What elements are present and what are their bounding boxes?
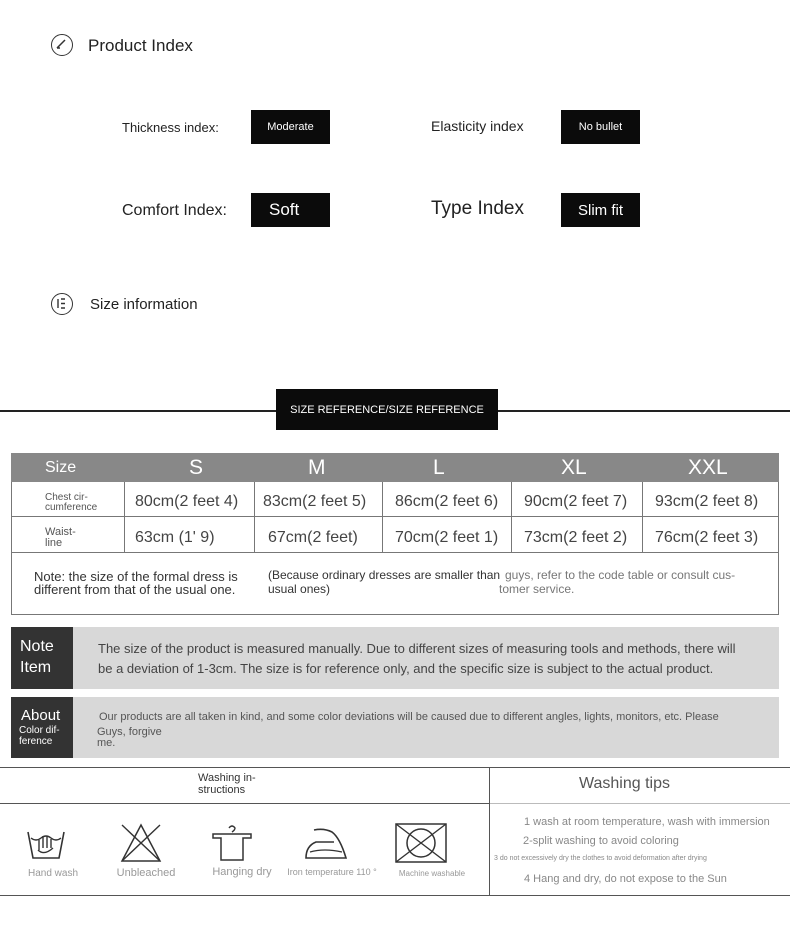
comfort-value: Soft (251, 193, 330, 227)
header-m: M (308, 456, 326, 479)
tip-4: 4 Hang and dry, do not expose to the Sun (524, 873, 727, 885)
chest-l: 86cm(2 feet 6) (395, 493, 499, 510)
type-label: Type Index (431, 198, 524, 219)
chest-row (11, 482, 779, 517)
machine-wash-icon (394, 822, 448, 864)
waist-m: 67cm(2 feet) (268, 529, 358, 546)
washing-instructions-1: Washing in- (198, 772, 256, 784)
tip-3: 3 do not excessively dry the clothes to avoid deformation after drying (494, 855, 707, 862)
header-xl: XL (561, 456, 587, 479)
waist-l: 70cm(2 feet 1) (395, 529, 499, 546)
note-label-2: Item (20, 659, 52, 676)
about-sub-2: ference (19, 736, 53, 747)
about-text-1: Our products are all taken in kind, and some color deviations will be caused due to different angles, lights, monitors, etc. Please (99, 711, 719, 723)
wash-mid-line-right (490, 803, 790, 804)
note-label-1: Note (20, 638, 54, 655)
size-note-1: Note: the size of the formal dress is (34, 569, 238, 584)
about-title: About (21, 707, 61, 724)
waist-label-2: line (45, 537, 63, 549)
header-l: L (433, 456, 445, 479)
waist-xl: 73cm(2 feet 2) (524, 529, 628, 546)
iron-caption: Iron temperature 110 ° (287, 867, 377, 877)
tip-2: 2-split washing to avoid coloring (523, 835, 679, 847)
header-s: S (189, 456, 204, 479)
size-info-title: Size information (90, 296, 198, 313)
about-text-3: me. (97, 737, 116, 749)
waist-label-1: Waist- (45, 526, 76, 538)
iron-icon (304, 826, 348, 862)
elasticity-label: Elasticity index (431, 118, 524, 134)
size-note-2: different from that of the usual one. (34, 582, 236, 597)
check-circle-icon (51, 34, 73, 56)
waist-xxl: 76cm(2 feet 3) (655, 529, 759, 546)
unbleached-icon (120, 823, 162, 863)
elasticity-value: No bullet (561, 110, 640, 144)
type-value: Slim fit (561, 193, 640, 227)
hanging-dry-icon (211, 824, 253, 862)
washing-instructions-2: structions (198, 784, 246, 796)
about-label (11, 697, 73, 758)
machine-wash-caption: Machine washable (398, 869, 466, 878)
washing-tips-title: Washing tips (579, 775, 670, 792)
wash-top-line (0, 767, 790, 768)
size-note-paren-1: (Because ordinary dresses are smaller than (268, 568, 501, 582)
header-xxl: XXL (688, 456, 728, 479)
waist-s: 63cm (1' 9) (135, 529, 215, 546)
wash-mid-line (0, 803, 490, 804)
about-sub-1: Color dif- (19, 725, 60, 736)
wash-divider (489, 767, 490, 896)
tip-1: 1 wash at room temperature, wash with immersion (524, 816, 770, 828)
unbleached-caption: Unbleached (116, 867, 176, 879)
note-text-2: be a deviation of 1-3cm. The size is for reference only, and the specific size is subject to the actual product. (98, 661, 714, 676)
product-index-title: Product Index (88, 36, 193, 55)
waist-row (11, 517, 779, 553)
hand-wash-caption: Hand wash (27, 868, 79, 879)
chest-s: 80cm(2 feet 4) (135, 493, 239, 510)
chest-xxl: 93cm(2 feet 8) (655, 493, 759, 510)
note-text-1: The size of the product is measured manually. Due to different sizes of measuring tools and methods, there will (98, 641, 736, 656)
hanging-dry-caption: Hanging dry (212, 866, 272, 878)
comfort-label: Comfort Index: (122, 202, 227, 219)
size-reference-banner: SIZE REFERENCE/SIZE REFERENCE (276, 389, 498, 430)
wash-bottom-line (0, 895, 790, 896)
size-note-right-1: guys, refer to the code table or consult cus- (505, 568, 736, 582)
thickness-value: Moderate (251, 110, 330, 144)
header-size: Size (45, 459, 77, 476)
hand-wash-icon (26, 826, 66, 862)
chest-m: 83cm(2 feet 5) (263, 493, 367, 510)
list-circle-icon (51, 293, 73, 315)
chest-label-1: Chest cir- (45, 492, 88, 503)
chest-label-2: cumference (45, 502, 98, 513)
note-item-box (73, 627, 779, 689)
about-text-2: Guys, forgive (97, 726, 162, 738)
size-note-right-2: tomer service. (499, 582, 575, 596)
about-box (73, 697, 779, 758)
thickness-label: Thickness index: (122, 120, 219, 135)
chest-xl: 90cm(2 feet 7) (524, 493, 628, 510)
size-table-header (11, 453, 779, 482)
washing-instructions-title (180, 772, 288, 796)
size-note-paren-2: usual ones) (268, 582, 331, 596)
size-note-row (11, 552, 779, 615)
note-item-label (11, 627, 73, 689)
